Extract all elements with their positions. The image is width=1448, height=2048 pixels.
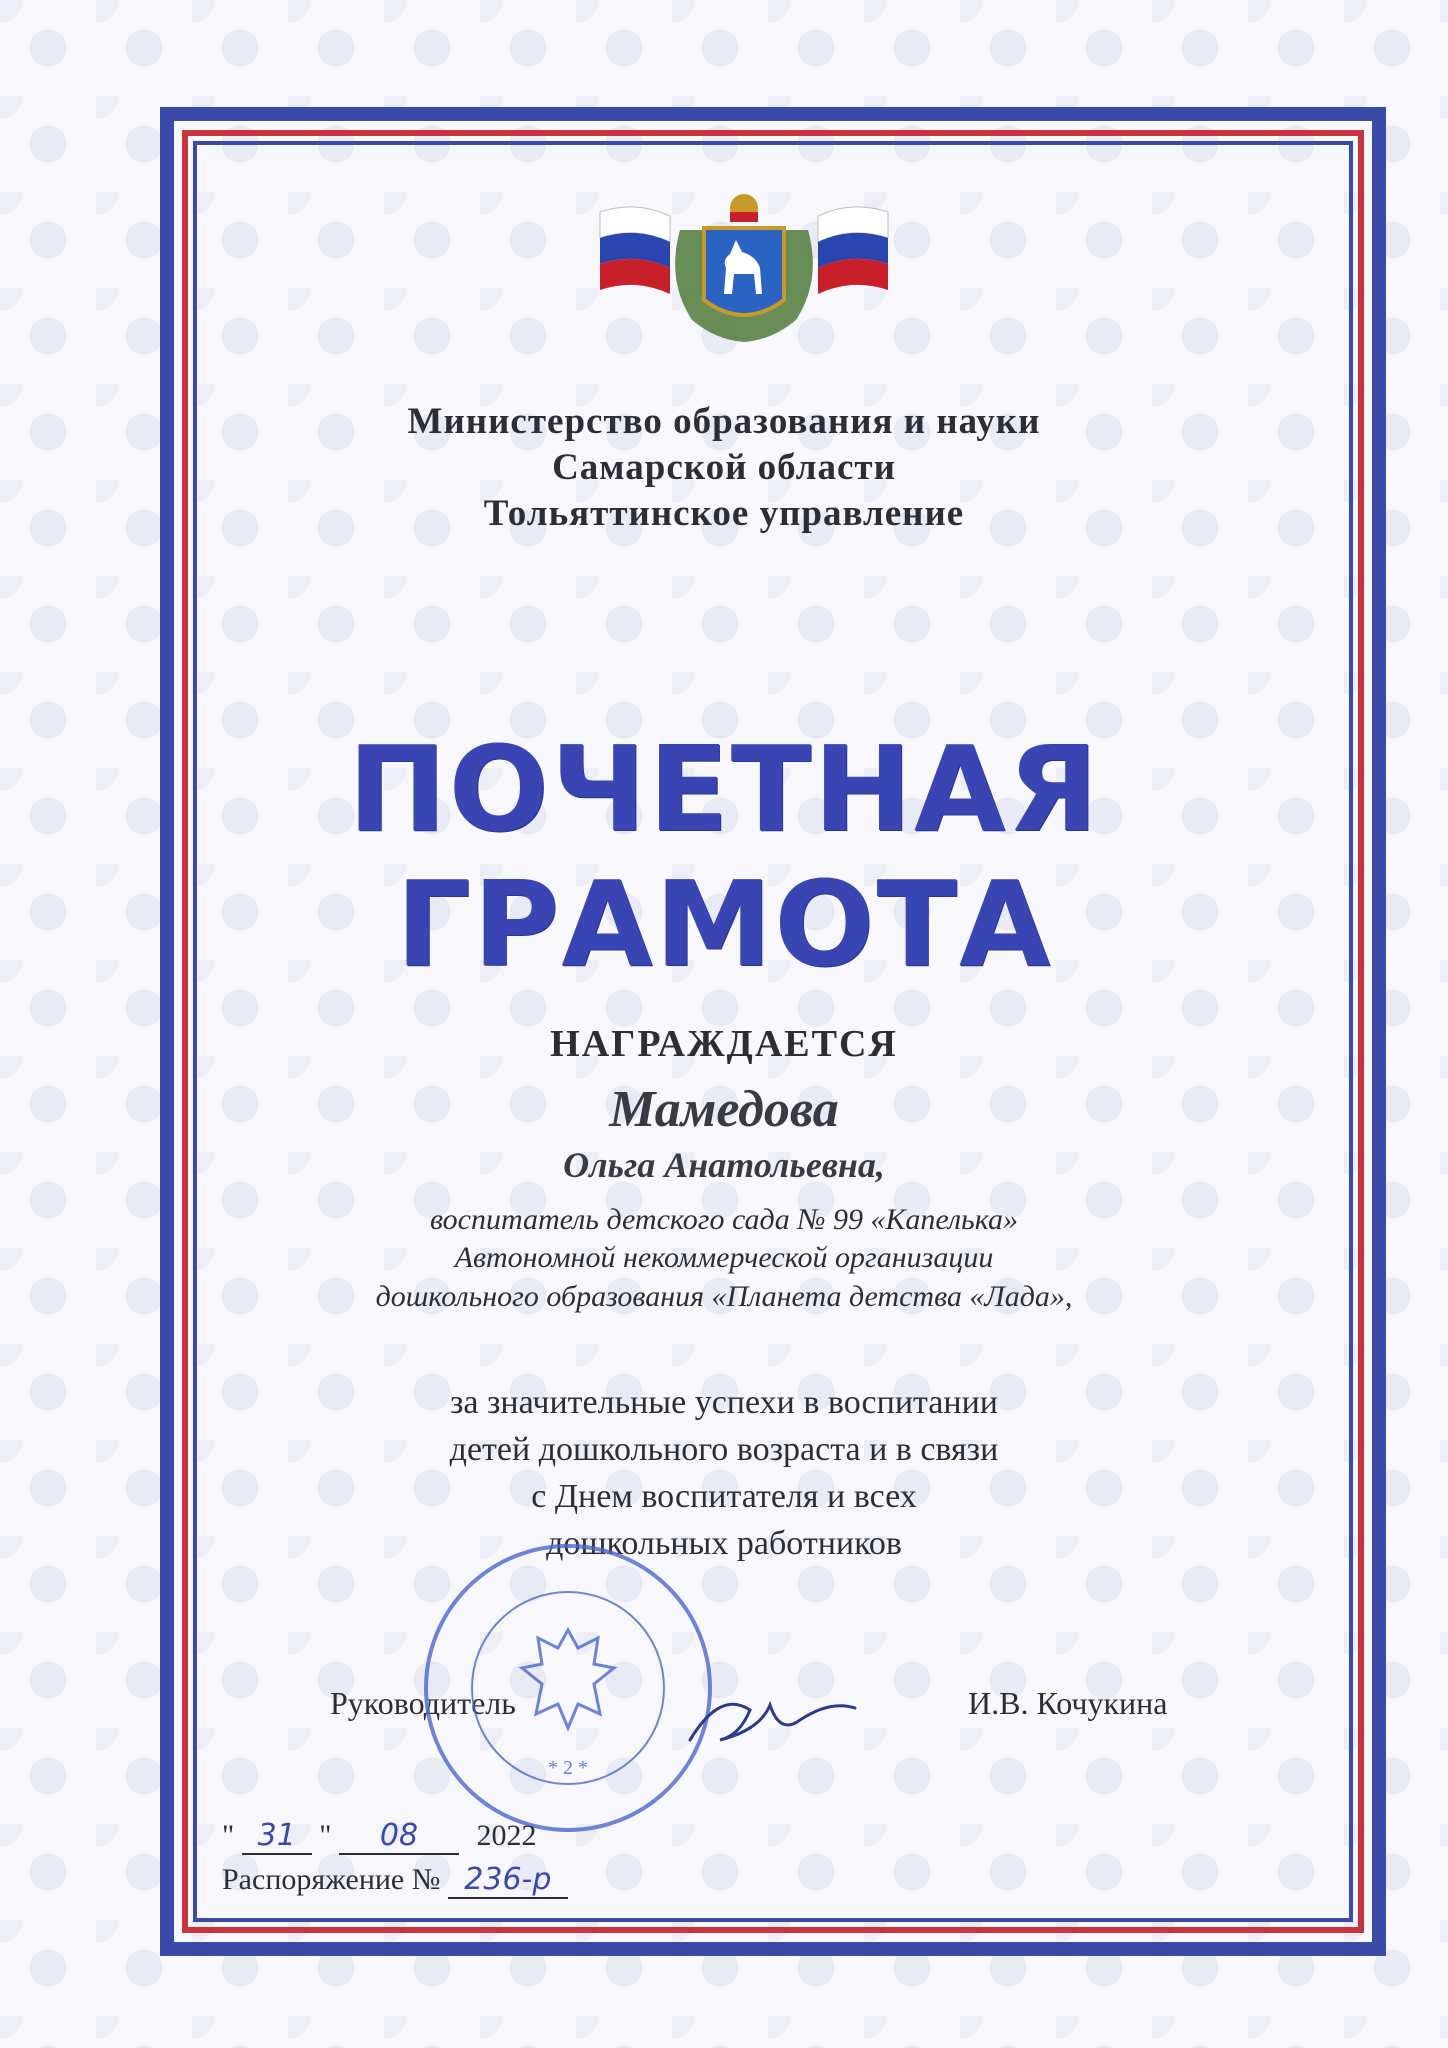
date-quote-open: " (222, 1819, 235, 1852)
recipient-given-names: Ольга Анатольевна, (563, 1145, 885, 1185)
signatory-name: И.В. Кочукина (968, 1685, 1168, 1721)
position-line-3: дошкольного образования «Планета детства «Лада», (375, 1280, 1073, 1313)
svg-text:* 2 *: * 2 * (548, 1757, 588, 1779)
ministry-line-2: Самарской области (552, 447, 896, 488)
double-headed-eagle-icon (522, 1630, 614, 1728)
order-line (222, 1862, 568, 1899)
awarded-label: НАГРАЖДАЕТСЯ (550, 1023, 898, 1065)
position-line-1: воспитатель детского сада № 99 «Капелька» (430, 1203, 1018, 1236)
ministry-line-1: Министерство образования и науки (407, 401, 1041, 442)
certificate-title-line-2: ГРАМОТА (395, 855, 1053, 993)
certificate-title-line-1: ПОЧЕТНАЯ (347, 720, 1101, 858)
reason-line-1: за значительные успехи в воспитании (449, 1384, 998, 1421)
reason-line-2: детей дошкольного возраста и в связи (449, 1431, 999, 1468)
position-line-2: Автономной некоммерческой организации (454, 1241, 994, 1274)
recipient-surname: Мамедова (609, 1081, 839, 1138)
signatory-role: Руководитель (330, 1685, 516, 1721)
order-number: 236-р (448, 1862, 568, 1899)
samara-coat-of-arms-icon (596, 190, 892, 350)
handwritten-signature (680, 1680, 860, 1760)
order-label: Распоряжение № (222, 1863, 441, 1896)
official-stamp (418, 1538, 718, 1838)
reason-line-4: дошкольных работников (546, 1525, 902, 1562)
ministry-line-3: Тольяттинское управление (483, 493, 965, 534)
date-day: 31 (242, 1818, 312, 1855)
date-quote-close: " (319, 1819, 332, 1852)
date-year: 2022 (476, 1819, 537, 1852)
reason-line-3: с Днем воспитателя и всех (531, 1478, 917, 1515)
date-line (222, 1818, 537, 1855)
date-month: 08 (339, 1818, 459, 1855)
